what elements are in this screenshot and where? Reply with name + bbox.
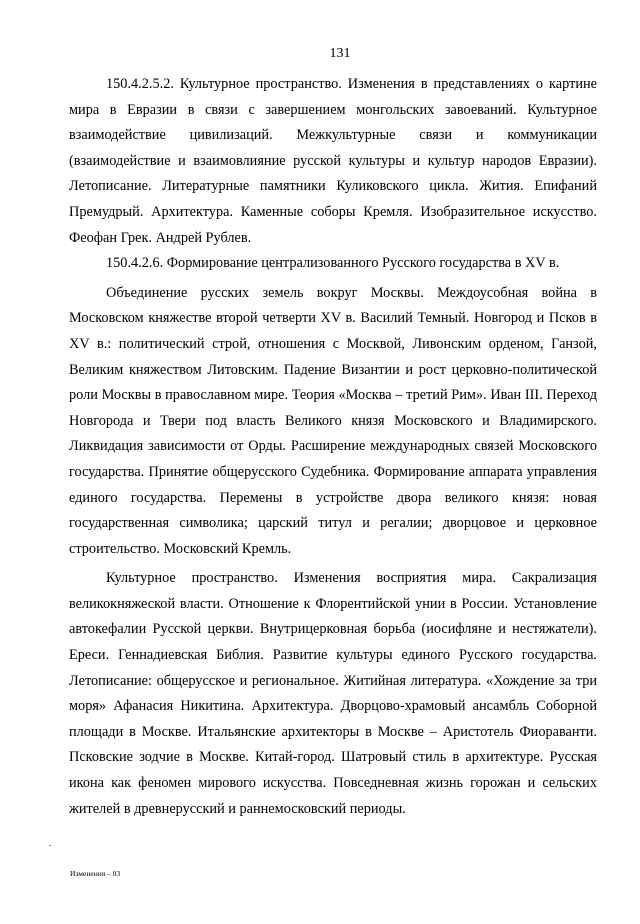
- revision-footer: Изменения – 03: [70, 869, 121, 878]
- body-text: [69, 72, 597, 822]
- page-number: 131: [329, 46, 351, 61]
- section-heading-centralized-state: 150.4.2.6. Формирование централизованного Русского государства в XV в.: [106, 255, 560, 272]
- paragraph-cultural-space-mongol: 150.4.2.5.2. Культурное пространство. Изменения в представлениях о картине мира в Евразии в связи с завершением монгольских завоеваний. Культурное взаимодействие цивилизаций. Межкультурные связи и коммуникации (взаимодействие и взаимовлияние русской культуры и культур народов Евразии). Летописание. Литературные памятники Куликовского цикла. Жития. Епифаний Премудрый. Архитектура. Каменные соборы Кремля. Изобразительное искусство. Феофан Грек. Андрей Рублев.: [69, 76, 597, 246]
- paragraph-unification: Объединение русских земель вокруг Москвы. Междоусобная война в Московском княжестве второй четверти XV в. Василий Темный. Новгород и Псков в XV в.: политический строй, отношения с Москвой, Ливонским орденом, Ганзой, Великим княжеством Литовским. Падение Византии и рост церковно-политической роли Москвы в православном мире. Теория «Москва – третий Рим». Иван III. Переход Новгорода и Твери под власть Великого князя Московского и Владимирского. Ликвидация зависимости от Орды. Расширение международных связей Московского государства. Принятие общерусского Судебника. Формирование аппарата управления единого государства. Перемены в устройстве двора великого князя: новая государственная символика; царский титул и регалии; дворцовое и церковное строительство. Московский Кремль.: [69, 284, 597, 557]
- scan-speck: [49, 845, 51, 846]
- paragraph-cultural-space-xv: Культурное пространство. Изменения восприятия мира. Сакрализация великокняжеской власти. Отношение к Флорентийской унии в России. Установление автокефалии Русской церкви. Внутрицерковная борьба (иосифляне и нестяжатели). Ереси. Геннадиевская Библия. Развитие культуры единого Русского государства. Летописание: общерусское и региональное. Житийная литература. «Хождение за три моря» Афанасия Никитина. Архитектура. Дворцово-храмовый ансамбль Соборной площади в Москве. Итальянские архитекторы в Москве – Аристотель Фиораванти. Псковские зодчие в Москве. Китай-город. Шатровый стиль в архитектуре. Русская икона как феномен мирового искусства. Повседневная жизнь горожан и сельских жителей в древнерусский и раннемосковский периоды.: [69, 570, 597, 817]
